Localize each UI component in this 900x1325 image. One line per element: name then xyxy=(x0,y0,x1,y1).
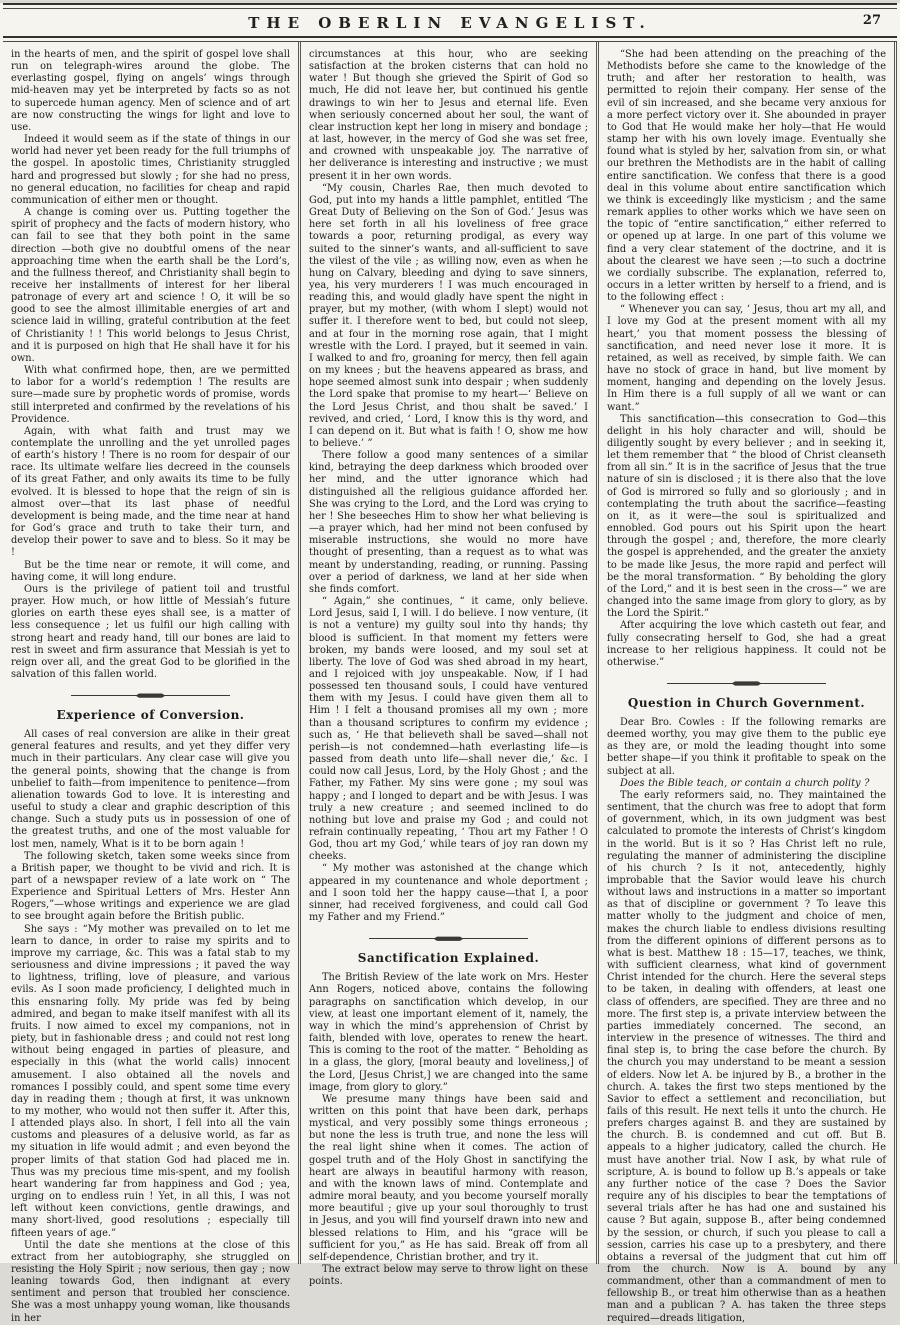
paragraph: All cases of real conversion are alike in their great general features and results, and yet they differ very much in their particulars. Any clear case will give you the general points, showing that the change is from unbelief to faith—from impenitence to penitence—from alienation towards God to love. It is interesting and useful to study a clear and graphic description of this change. Such a study puts us in possession of one of the greatest truths, and one of the most valuable for lost men, namely, What is it to be born again ! xyxy=(11,729,290,850)
article-title-sanctification-explained: Sanctification Explained. xyxy=(357,951,540,966)
page-number: 27 xyxy=(862,13,881,28)
paragraph: “ Whenever you can say, ‘ Jesus, thou art my all, and I love my God at the present moment with all my heart,’ you that moment possess the blessing of sanctification, and need never lose it more. It is retained, as well as received, by simple faith. We can have no stock of grace in hand, but live moment by moment, hanging and depending on the lovely Jesus. In Him there is a full supply of all we want or can want.” xyxy=(607,304,886,413)
column-layout xyxy=(3,42,897,1324)
section-divider-ornament xyxy=(369,935,528,942)
paragraph: “ My mother was astonished at the change which appeared in my countenance and whole deportment ; and I soon told her the happy cause—that I, a poor sinner, had received forgiveness, and could call God my Father and my Friend.” xyxy=(309,863,588,924)
paragraph-question-italic: Does the Bible teach, or contain a church polity ? xyxy=(620,777,870,789)
paragraph: The extract below may serve to throw light on these points. xyxy=(309,1264,588,1288)
paragraph: Dear Bro. Cowles : If the following remarks are deemed worthy, you may give them to the public eye as they are, or mold the leading thought into some better shape—if you think it profitable to speak on the subject at all. xyxy=(607,716,886,777)
paragraph: With what confirmed hope, then, are we permitted to labor for a world’s redemption ! The results are sure—made sure by prophetic words of promise, words still interpreted and confirmed by the revelations of his Providence. xyxy=(11,365,290,425)
newspaper-page xyxy=(0,3,900,1324)
paragraph: But be the time near or remote, it will come, and having come, it will long endure. xyxy=(11,559,290,583)
newspaper-title: THE OBERLIN EVANGELIST. xyxy=(248,14,652,32)
paragraph: A change is coming over us. Putting together the spirit of prophecy and the facts of modern history, who can fail to see that they both point in the same direction —both give no doubtful omens of the near approaching time when the earth shall be the Lord’s, and the fullness thereof, and Christianity shall begin to receive her installments of interest for her liberal patronage of every art and science ! O, it will be so good to see the almost illimitable energies of art and science laid in willing, grateful contribution at the feet of Christianity ! ! This world belongs to Jesus Christ, and it is purposed on high that He shall have it for his own. xyxy=(11,207,290,364)
paragraph: Ours is the privilege of patient toil and trustful prayer. How much, or how little of Messiah’s future glories on earth these eyes shall see, is a matter of less consequence ; let us fulfil our high calling with strong heart and ready hand, till our bones are laid to rest in sweet and firm assurance that Messiah is yet to reign over all, and the great God to be glorified in the salvation of this fallen world. xyxy=(11,583,290,680)
paragraph: She says : “My mother was prevailed on to let me learn to dance, in order to raise my spirits and to improve my carriage, &c. This was a fatal stab to my seriousness and divine impressions ; it paved the way to lightness, trifling, love of pleasure, and various evils. As I soon made proficiency, I delighted much in this ensnaring folly. My pride was fed by being admired, and began to make itself manifest with all its fruits. I now aimed to excel my companions, not in piety, but in fashionable dress ; and could not rest long without being engaged in parties of pleasure, and especially in this (what the world calls) innocent amusement. I also obtained all the novels and romances I possibly could, and spent some time every day in reading them ; though at first, it was unknown to my mother, who would not then suffer it. After this, I attended plays also. In short, I fell into all the vain customs and pleasures of a delusive world, as far as my situation in life would admit ; and even beyond the proper limits of that station God had placed me in. Thus was my precious time mis-spent, and my foolish heart wandering far from happiness and God ; yea, urging on to endless ruin ! Yet, in all this, I was not left without keen convictions, gentle drawings, and many short-lived, good resolutions ; especially till fifteen years of age.” xyxy=(11,923,290,1239)
paragraph: Again, with what faith and trust may we contemplate the unrolling and the yet unrolled pages of earth’s history ! There is no room for despair of our race. Its ultimate welfare lies decreed in the counsels of its great Father, and only awaits its time to be fully evolved. It is blessed to hope that the reign of sin is almost over—that its last phase of needful development is being made, and the time near at hand for God’s grace and truth to take their turn, and develop their power to save and to bless. So it may be ! xyxy=(11,425,290,559)
article-title-experience-of-conversion: Experience of Conversion. xyxy=(56,708,245,723)
column-2 xyxy=(298,42,596,1288)
paragraph: “ Again,” she continues, “ it came, only believe. Lord Jesus, said I, I will. I do believe. I now venture, (it is not a venture) my guilty soul into thy hands; thy blood is sufficient. In that moment my fetters were broken, my bands were loosed, and my soul set at liberty. The love of God was shed abroad in my heart, and I rejoiced with joy unspeakable. Now, if I had possessed ten thousand souls, I could have ventured them with my Jesus. I could have given them all to Him ! I felt a thousand promises all my own ; more than a thousand scriptures to confirm my evidence ; such as, ‘ He that believeth shall be saved—shall not perish—is not condemned—hath everlasting life—is passed from death unto life—shall never die,’ &c. I could now call Jesus, Lord, by the Holy Ghost ; and the Father, my Father. My sins were gone ; my soul was happy ; and I longed to depart and be with Jesus. I was truly a new creature ; and seemed inclined to do nothing but love and praise my God ; and could not refrain continually repeating, ‘ Thou art my Father ! O God, thou art my God,’ while tears of joy ran down my cheeks. xyxy=(309,596,588,863)
masthead xyxy=(3,9,897,36)
column-1 xyxy=(3,42,298,1324)
paragraph: The British Review of the late work on Mrs. Hester Ann Rogers, noticed above, contains the following paragraphs on sanctification which develop, in our view, at least one important element of it, namely, the way in which the mind’s apprehension of Christ by faith, blended with love, operates to renew the heart. This is coming to the root of the matter. “ Beholding as in a glass, the glory, [moral beauty and loveliness,] of the Lord, [Jesus Christ,] we are changed into the same image, from glory to glory.” xyxy=(309,972,588,1093)
article-title-question-in-church-government: Question in Church Government. xyxy=(627,695,866,710)
paragraph: There follow a good many sentences of a similar kind, betraying the deep darkness which brooded over her mind, and the utter ignorance which had distinguished all the religious guidance afforded her. She was crying to the Lord, and the Lord was crying to her ! She beseeches Him to show her what believing is—a prayer which, had her mind not been confused by miserable instructions, she would no more have thought of presenting, than a request as to what was meant by understanding, reading, or running. Passing over a period of darkness, we land at her side when she finds comfort. xyxy=(309,450,588,595)
paragraph: circumstances at this hour, who are seeking satisfaction at the broken cisterns that can hold no water ! But though she grieved the Spirit of God so much, He did not leave her, but continued his gentle drawings to win her to Jesus and eternal life. Even when seriously concerned about her soul, the want of clear instruction kept her long in misery and bondage ; at last, however, in the mercy of God she was set free, and crowned with unspeakable joy. The narrative of her deliverance is interesting and instructive ; we must present it in her own words. xyxy=(309,49,588,182)
paragraph: “My cousin, Charles Rae, then much devoted to God, put into my hands a little pamphlet, entitled ‘The Great Duty of Believing on the Son of God.’ Jesus was here set forth in all his loveliness of free grace towards a poor, returning prodigal, as every way suited to the sinner’s wants, and all-sufficient to save the vilest of the vile ; as willing now, even as when he hung on Calvary, bleeding and dying to save sinners, yea, his very murderers ! I was much encouraged in reading this, and would gladly have spent the night in prayer, but my mother, (with whom I slept) would not suffer it. I therefore went to bed, but could not sleep, and at four in the morning rose again, that I might wrestle with the Lord. I prayed, but it seemed in vain. I walked to and fro, groaning for mercy, then fell again on my knees ; but the heavens appeared as brass, and hope seemed almost sunk into despair ; when suddenly the Lord spake that promise to my heart—‘ Believe on the Lord Jesus Christ, and thou shalt be saved.’ I revived, and cried, ‘ Lord, I know this is thy word, and I can depend on it. But what is faith ! O, show me how to believe.’ ” xyxy=(309,182,588,449)
paragraph: After acquiring the love which casteth out fear, and fully consecrating herself to God, she had a great increase to her religious happiness. It could not be otherwise.” xyxy=(607,620,886,668)
column-3 xyxy=(596,42,897,1324)
section-divider-ornament xyxy=(667,680,826,687)
paragraph: The following sketch, taken some weeks since from a British paper, we thought to be vivid and rich. It is part of a newspaper review of a late work on “ The Experience and Spiritual Letters of Mrs. Hester Ann Rogers,”—whose writings and experience we are glad to see brought again before the British public. xyxy=(11,850,290,923)
diamond-ornament-icon xyxy=(434,936,464,941)
paragraph: Until the date she mentions at the close of this extract from her autobiography, she struggled on resisting the Holy Spirit ; now serious, then gay ; now leaning towards God, then indignant at every sentiment and person that troubled her conscience. She was a most unhappy young woman, like thousands in her xyxy=(11,1239,290,1324)
paragraph: The early reformers said, no. They maintained the sentiment, that the church was free to adopt that form of government, which, in its own judgment was best calculated to promote the interests of Christ’s kingdom in the world. But is it so ? Has Christ left no rule, regulating the manner of administering the discipline of his church ? Is it not, antecedently, highly improbable that the Savior would leave his church without laws and instructions in a matter so important as that of discipline or government ? To leave this matter wholly to the judgment and choice of men, makes the church liable to endless divisions resulting from the different opinions of different persons as to what is best. Matthew 18 : 15—17, teaches, we think, with sufficient clearness, what kind of government Christ intended for the church. Here the several steps to be taken, in dealing with offenders, at least one class of offenders, are specified. They are three and no more. The first step is, a private interview between the parties immediately concerned. The second, an interview in the presence of witnesses. The third and final step is, to bring the case before the church. By the church you may understand to be meant a session of elders. Now let A. be injured by B., a brother in the church. A. takes the first two steps mentioned by the Savior to effect a settlement and reconciliation, but fails of this result. He next tells it unto the church. He prefers charges against B. and they are sustained by the church. B. is condemned and cut off. But B. appeals to a higher judicatory, called the church. He must have another trial. Now I ask, by what rule of scripture, A. is bound to follow up B.’s appeals or take any further notice of the case ? Does the Savior require any of his disciples to bear the temptations of several trials after he has had one and sustained his cause ? But again, suppose B., after being condemned by the session, or church, if such you please to call a session, carries his case up to a presbytery, and there obtains a reversal of the judgment that cut him off from the church. Now is A. bound by any commandment, other than a commandment of men to fellowship B., or treat him otherwise than as a heathen man and a publican ? A. has taken the three steps required—dreads litigation, xyxy=(607,789,886,1324)
paragraph: We presume many things have been said and written on this point that have been dark, perhaps mystical, and very possibly some things erroneous ; but none the less is truth true, and none the less will the real light shine when it comes. The action of gospel truth and of the Holy Ghost in sanctifying the heart are always in beautiful harmony with reason, and with the known laws of mind. Contemplate and admire moral beauty, and you become yourself morally more beautiful ; give up your soul thoroughly to trust in Jesus, and you will find yourself drawn into new and blessed relations to Him, and his “grace will be sufficient for you,” as He has said. Break off from all self-dependence, Christian brother, and try it. xyxy=(309,1093,588,1263)
paragraph: This sanctification—this consecration to God—this delight in his holy character and will, should be diligently sought by every believer ; and in seeking it, let them remember that “ the blood of Christ cleanseth from all sin.” It is in the sacrifice of Jesus that the true nature of sin is disclosed ; it is there also that the love of God is mirrored so fully and so gloriously ; and in contemplating the truth about the sacrifice—feasting on it, as it were—the soul is spiritualized and ennobled. God pours out his Spirit upon the heart through the gospel ; and, therefore, the more clearly the gospel is apprehended, and the greater the anxiety to be made like Jesus, the more rapid and perfect will be the moral transformation. “ By beholding the glory of the Lord,” and it is best seen in the cross—“ we are changed into the same image from glory to glory, as by the Lord the Spirit.” xyxy=(607,413,886,620)
diamond-ornament-icon xyxy=(732,681,762,686)
paragraph: “She had been attending on the preaching of the Methodists before she came to the knowledge of the truth; and after her restoration to health, was permitted to rejoin their company. Her sense of the evil of sin increased, and she became very anxious for a more perfect victory over it. She abounded in prayer to God that He would make her holy—that He would stamp her with his own lovely image. Eventually she found what is styled by her, salvation from sin, or what our brethren the Methodists are in the habit of calling entire sanctification. We confess that there is a good deal in this volume about entire sanctification which we think is exceedingly like mysticism ; and the same remark applies to other works which we have seen on the topic of “entire sanctification,” either referred to or opened up at large. In one part of this volume we find a very clear statement of the doctrine, and it is about the clearest we have seen ;—to such a doctrine we cordially subscribe. The explanation, referred to, occurs in a letter written by herself to a friend, and is to the following effect : xyxy=(607,49,886,304)
section-divider-ornament xyxy=(71,692,230,699)
diamond-ornament-icon xyxy=(136,693,166,698)
paragraph: Indeed it would seem as if the state of things in our world had never yet been ready for the full triumphs of the gospel. In apostolic times, Christianity struggled hard and progressed but slowly ; for she had no press, no general education, no facilities for cheap and rapid communication of either men or thought. xyxy=(11,134,290,206)
paragraph: in the hearts of men, and the spirit of gospel love shall run on telegraph-wires around the globe. The everlasting gospel, flying on angels’ wings through mid-heaven may yet be interpreted by facts so as not to supercede human agency. Men of science and of art are now constructing the wings for light and love to use. xyxy=(11,49,290,133)
